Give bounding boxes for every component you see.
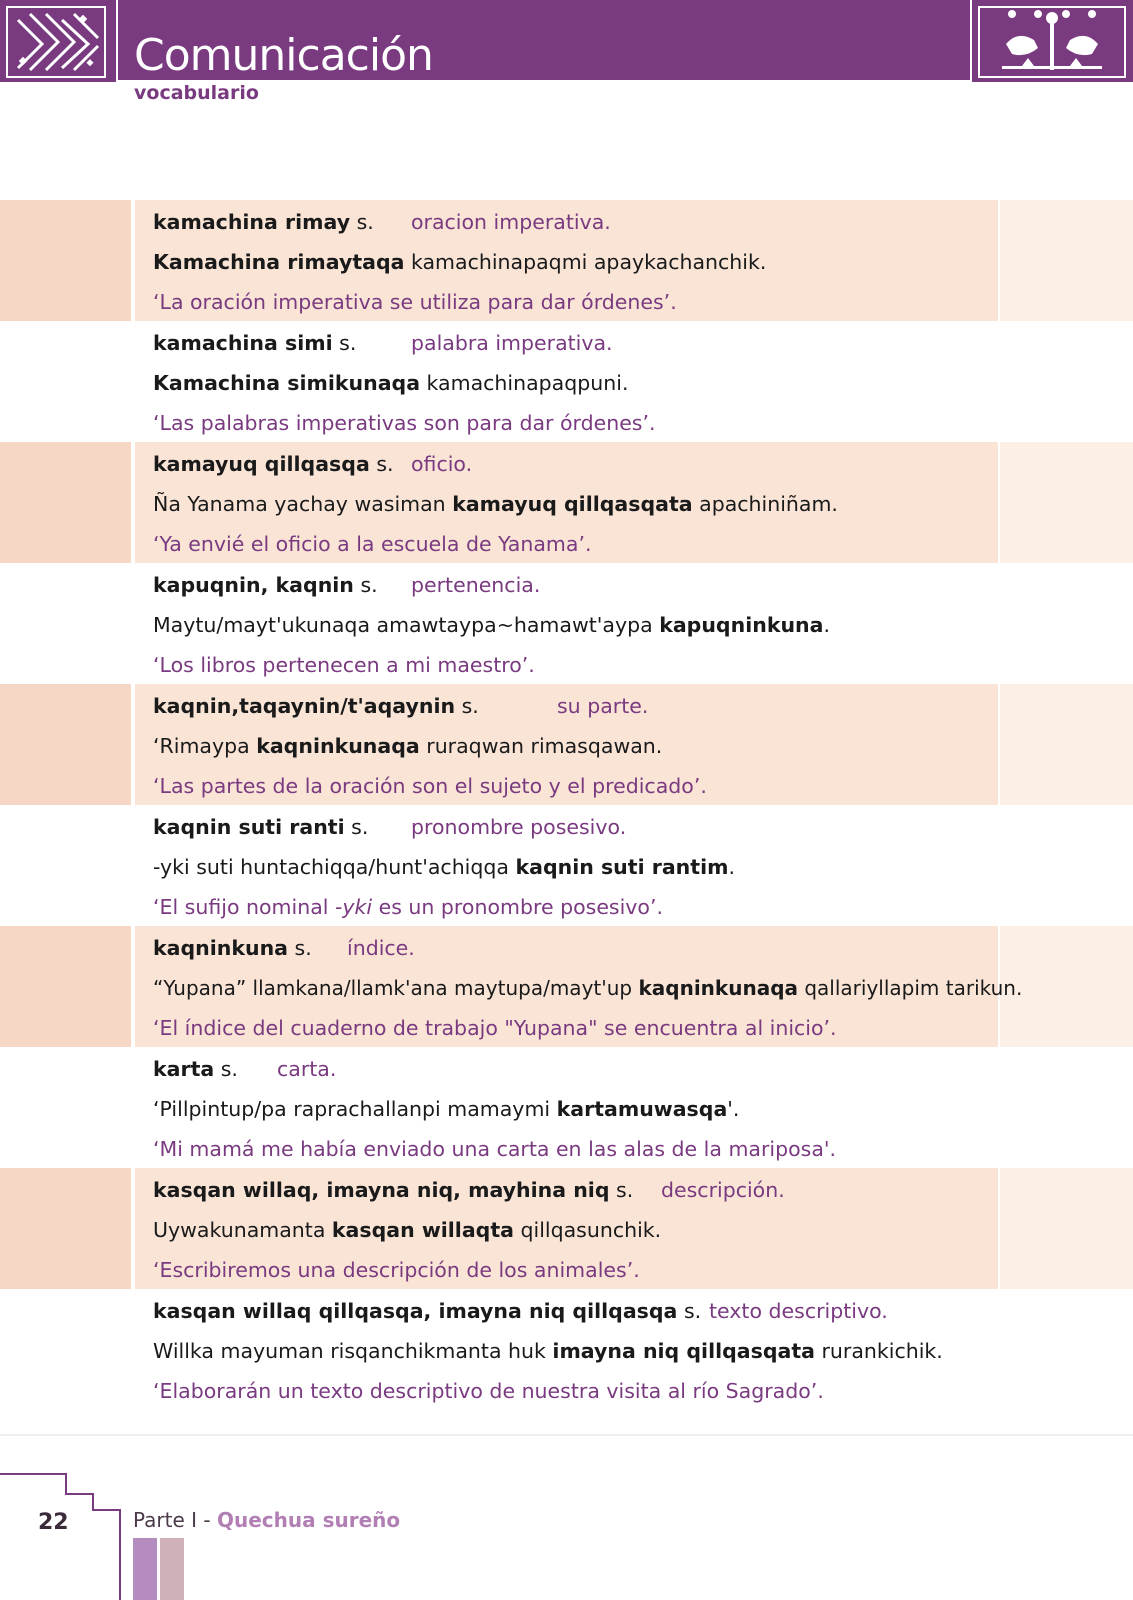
translation-text: es un pronombre posesivo’. [372, 895, 664, 919]
entry-meaning: su parte. [557, 694, 649, 718]
entry-translation [153, 895, 663, 919]
example-bold: kaqninkunaqa [256, 734, 420, 758]
entry-headword-line [153, 936, 415, 960]
entry-headword-line [153, 452, 473, 476]
entry-headword-line [153, 694, 649, 718]
example-text: kamachinapaqpuni. [420, 371, 629, 395]
entry-pos: s. [339, 331, 357, 355]
entry-example [153, 613, 830, 637]
entry-translation: ‘Las palabras imperativas son para dar órdenes’. [153, 411, 656, 435]
entry-term: kamachina simi [153, 331, 333, 355]
vocab-entry [0, 200, 1133, 321]
entry-term: kamayuq qillqasqa [153, 452, 370, 476]
entry-example [153, 250, 766, 274]
example-text: qillqasunchik. [513, 1218, 662, 1242]
entry-meaning: índice. [347, 936, 415, 960]
entry-meaning: descripción. [661, 1178, 785, 1202]
right-bird-logo [972, 0, 1133, 82]
entry-term: kasqan willaq, imayna niq, mayhina niq [153, 1178, 610, 1202]
entry-meaning: palabra imperativa. [411, 331, 613, 355]
vocab-entry [0, 442, 1133, 563]
entry-translation: ‘El índice del cuaderno de trabajo "Yupana" se encuentra al inicio’. [153, 1016, 837, 1040]
example-text: ‘Rimaypa [153, 734, 257, 758]
entry-headword-line [153, 331, 613, 355]
vocab-entry [0, 1289, 1133, 1410]
entry-translation: ‘Elaborarán un texto descriptivo de nuestra visita al río Sagrado’. [153, 1379, 824, 1403]
entry-pos: s. [356, 210, 374, 234]
vocab-entry [0, 805, 1133, 926]
entry-meaning: pertenencia. [411, 573, 541, 597]
entry-term: kapuqnin, kaqnin [153, 573, 354, 597]
entry-example [153, 492, 838, 516]
entry-term: kaqninkuna [153, 936, 289, 960]
example-text: . [823, 613, 830, 637]
entry-pos: s. [616, 1178, 634, 1202]
example-bold: Kamachina rimaytaqa [153, 250, 405, 274]
entry-example [153, 371, 628, 395]
example-bold: kaqninkunaqa [638, 976, 798, 1000]
footer-divider [0, 1434, 1133, 1436]
entry-term: kasqan willaq qillqasqa, imayna niq qillqasqa [153, 1299, 678, 1323]
translation-italic: yki [342, 895, 373, 919]
example-bold: kartamuwasqa [556, 1097, 728, 1121]
entry-term: kaqnin suti ranti [153, 815, 345, 839]
example-text: kamachinapaqmi apaykachanchik. [404, 250, 767, 274]
vocab-entry [0, 926, 1133, 1047]
footer-color-bars [133, 1538, 193, 1600]
example-bold: kapuqninkuna [659, 613, 824, 637]
translation-text: ‘El sufijo nominal - [153, 895, 343, 919]
entry-example [153, 855, 735, 879]
entry-pos: s. [294, 936, 312, 960]
entry-headword-line [153, 1299, 888, 1323]
entry-translation: ‘Ya envié el oficio a la escuela de Yanama’. [153, 532, 592, 556]
example-text: ‘Pillpintup/pa raprachallanpi mamaymi [153, 1097, 557, 1121]
example-text: “Yupana” llamkana/llamk'ana maytupa/mayt'up [153, 976, 639, 1000]
example-bold: kamayuq qillqasqata [452, 492, 693, 516]
example-text: Ña Yanama yachay wasiman [153, 492, 453, 516]
entry-example [153, 1097, 739, 1121]
entry-pos: s. [351, 815, 369, 839]
entry-example [153, 1218, 661, 1242]
entry-headword-line [153, 573, 541, 597]
vocab-entry [0, 563, 1133, 684]
diamond-pattern-icon [0, 0, 116, 82]
entry-pos: s. [683, 1299, 702, 1323]
entry-meaning: carta. [277, 1057, 337, 1081]
vocab-entry [0, 321, 1133, 442]
entry-translation: ‘Las partes de la oración son el sujeto y el predicado’. [153, 774, 707, 798]
entry-headword-line [153, 815, 627, 839]
entry-headword-line [153, 1057, 337, 1081]
entry-translation: ‘Mi mamá me había enviado una carta en las alas de la mariposa'. [153, 1137, 837, 1161]
page-number: 22 [38, 1510, 69, 1535]
example-text: . [728, 855, 735, 879]
vocab-entry [0, 1047, 1133, 1168]
vocab-entry [0, 684, 1133, 805]
entry-translation: ‘La oración imperativa se utiliza para dar órdenes’. [153, 290, 677, 314]
vocab-entry [0, 1168, 1133, 1289]
example-text: ruraqwan rimasqawan. [419, 734, 663, 758]
page-title: Comunicación [134, 30, 433, 81]
entry-meaning: texto descriptivo. [709, 1299, 888, 1323]
page-header [0, 0, 1133, 82]
entry-term: karta [153, 1057, 215, 1081]
entry-headword-line [153, 1178, 785, 1202]
entry-translation: ‘Los libros pertenecen a mi maestro’. [153, 653, 535, 677]
entry-headword-line [153, 210, 611, 234]
entry-meaning: oficio. [411, 452, 473, 476]
example-text: '. [727, 1097, 740, 1121]
part-name: Quechua sureño [216, 1508, 401, 1532]
example-text: Willka mayuman risqanchikmanta huk [153, 1339, 553, 1363]
entry-pos: s. [461, 694, 479, 718]
entry-example [153, 976, 1022, 1000]
example-text: -yki suti huntachiqqa/hunt'achiqqa [153, 855, 516, 879]
entry-term: kaqnin,taqaynin/t'aqaynin [153, 694, 456, 718]
example-text: apachiniñam. [692, 492, 838, 516]
example-text: Maytu/mayt'ukunaqa amawtaypa~hamawt'aypa [153, 613, 660, 637]
left-pattern-logo [0, 0, 116, 82]
part-label: Parte I - [133, 1508, 217, 1532]
vocabulary-list [0, 200, 1133, 1410]
entry-translation: ‘Escribiremos una descripción de los animales’. [153, 1258, 640, 1282]
example-text: Uywakunamanta [153, 1218, 332, 1242]
example-bold: Kamachina simikunaqa [153, 371, 421, 395]
example-text: rurankichik. [814, 1339, 943, 1363]
page-subtitle: vocabulario [134, 82, 259, 104]
example-bold: kaqnin suti rantim [515, 855, 729, 879]
entry-example [153, 734, 662, 758]
footer-part-label [133, 1508, 400, 1532]
example-bold: imayna niq qillqasqata [552, 1339, 815, 1363]
birds-tree-icon [972, 0, 1133, 82]
entry-meaning: pronombre posesivo. [411, 815, 627, 839]
entry-example [153, 1339, 943, 1363]
entry-pos: s. [376, 452, 394, 476]
example-text: qallariyllapim tarikun. [798, 976, 1023, 1000]
entry-term: kamachina rimay [153, 210, 351, 234]
entry-pos: s. [360, 573, 378, 597]
entry-pos: s. [220, 1057, 238, 1081]
example-bold: kasqan willaqta [331, 1218, 514, 1242]
entry-meaning: oracion imperativa. [411, 210, 611, 234]
